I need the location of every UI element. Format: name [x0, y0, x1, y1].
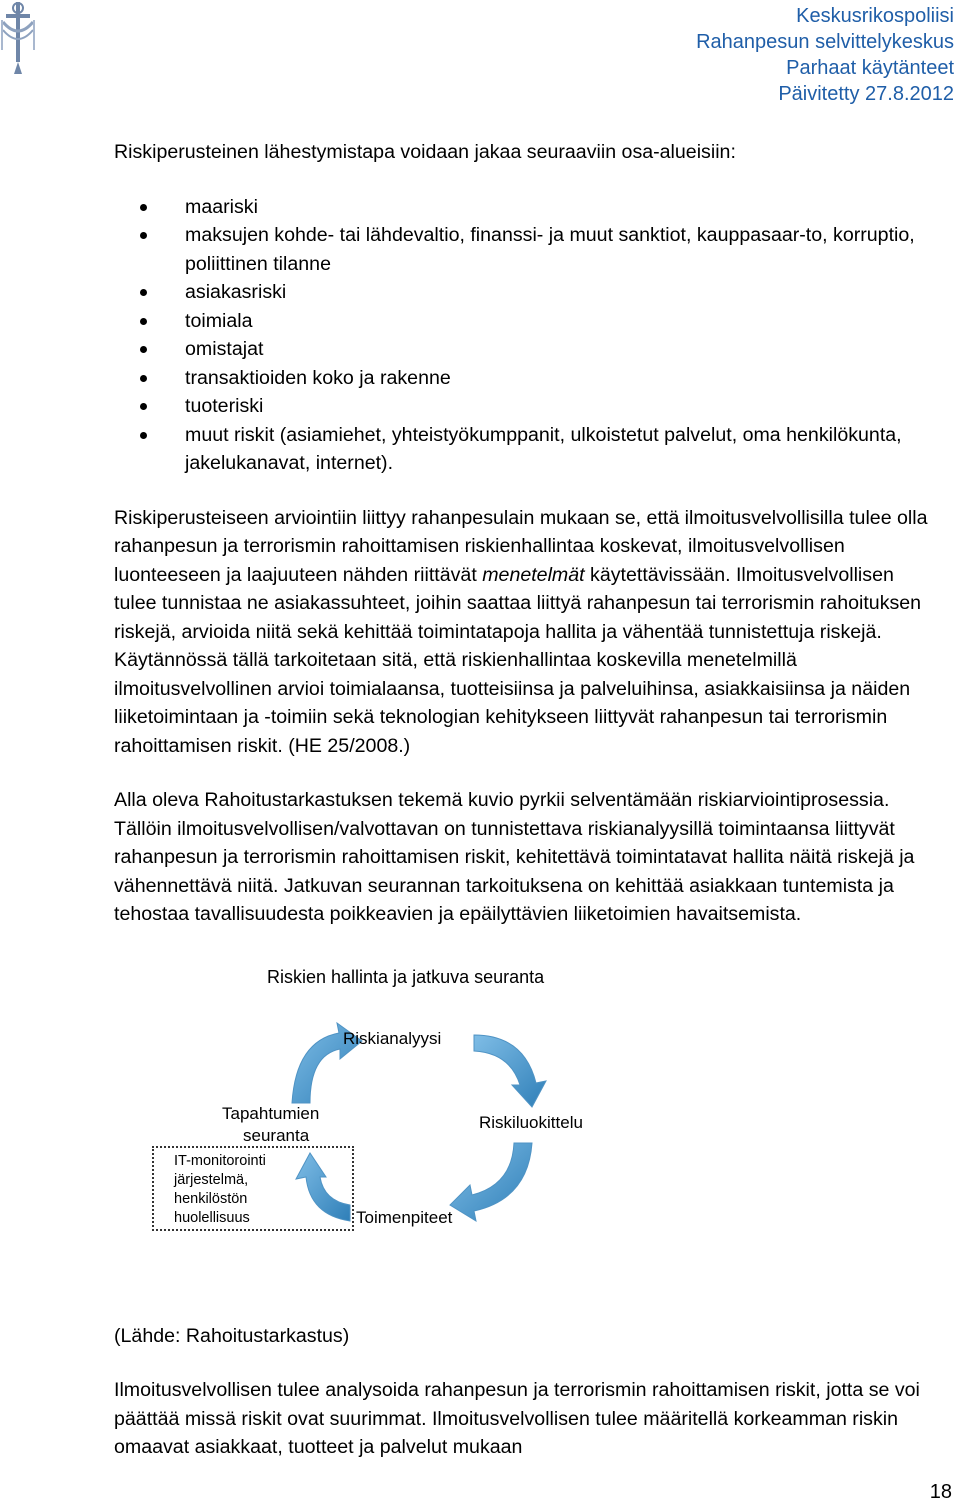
- it-monitoring-label: [174, 1152, 266, 1228]
- emphasis-text: menetelmät: [482, 563, 585, 586]
- header-unit: Rahanpesun selvittelykeskus: [696, 31, 954, 53]
- list-item: asiakasriski: [114, 278, 934, 307]
- step-measures: Toimenpiteet: [356, 1207, 453, 1227]
- list-item: tuoteriski: [114, 392, 934, 421]
- document-body: [114, 138, 934, 1462]
- cycle-arrows: [114, 963, 934, 1308]
- risk-process-diagram: [114, 963, 934, 1308]
- list-item: maariski: [114, 193, 934, 222]
- it-monitoring-box: [152, 1146, 354, 1231]
- list-item: omistajat: [114, 335, 934, 364]
- box-line: henkilöstön: [174, 1190, 248, 1207]
- figure-source: (Lähde: Rahoitustarkastus): [114, 1324, 350, 1347]
- list-item: transaktioiden koko ja rakenne: [114, 364, 934, 393]
- page-number: 18: [929, 1481, 952, 1503]
- list-item: muut riskit (asiamiehet, yhteistyökumppanit, ulkoistetut palvelut, oma henkilökunta, jakelukanavat, internet).: [114, 421, 934, 478]
- header-organization: Keskusrikospoliisi: [796, 5, 954, 27]
- intro-text: Riskiperusteinen lähestymistapa voidaan jakaa seuraaviin osa-alueisiin:: [114, 141, 736, 163]
- paragraph-text: käytettävissään. Ilmoitusvelvollisen tulee tunnistaa ne asiakassuhteet, joihin saattaa liittyä rahanpesun tai terrorismin rahoituksen riskejä, arvioida niitä sekä kehittää toimintatapoja hallita ja vähentää tunnistettuja riskejä. Käytännössä tällä tarkoitetaan sitä, että riskienhallintaa koskevilla menetelmillä ilmoitusvelvollinen arvioi toimialaansa, tuotteisiinsa ja palveluihinsa, asiakkaisiinsa ja näiden liiketoimintaan ja -toimiin sekä teknologian kehitykseen liittyvät rahanpesun tai terrorismin rahoittamisen riskit. (HE 25/2008.): [114, 563, 922, 757]
- list-item: maksujen kohde- tai lähdevaltio, finanssi- ja muut sanktiot, kauppasaar-to, korruptio, poliittinen tilanne: [114, 221, 934, 278]
- paragraph-text: Riskiperusteiseen arviointiin liittyy rahanpesulain mukaan se, että ilmoitusvelvollisilla tulee olla rahanpesun ja terrorismin rahoittamisen riskienhallintaa koskevat, ilmoitusvelvollisen luonteeseen ja laajuuteen nähden riittävät: [114, 506, 928, 586]
- arrow-analysis-to-classification: [474, 1035, 546, 1107]
- step-monitoring-line2: seuranta: [243, 1125, 310, 1145]
- arrow-classification-to-measures: [450, 1143, 532, 1221]
- box-line: huolellisuus: [174, 1209, 250, 1226]
- paragraph-risk-analysis: Ilmoitusvelvollisen tulee analysoida rahanpesun ja terrorismin rahoittamisen riskit, jotta se voi päättää missä riskit ovat suurimmat. Ilmoitusvelvollisen tulee määritellä korkeamman riskin omaavat asiakkaat, tuotteet ja palvelut mukaan: [114, 1379, 920, 1458]
- box-line: järjestelmä,: [174, 1171, 249, 1188]
- header-updated: Päivitetty 27.8.2012: [778, 83, 954, 105]
- paragraph-figure-intro: Alla oleva Rahoitustarkastuksen tekemä kuvio pyrkii selventämään riskiarviointiprosessia. Tällöin ilmoitusvelvollisen/valvottavan on tunnistettava riskianalyysillä toimintaansa liittyvät rahanpesun ja terrorismin rahoittamisen riskit, kehitettävä toimintatavat hallita näitä riskejä ja vähennettävä niitä. Jatkuvan seurannan tarkoituksena on kehittää asiakkaan tuntemista ja tehostaa tavallisuudesta poikkeavien ja epäilyttävien liiketoimien havaitsemista.: [114, 789, 915, 925]
- step-monitoring-line1: Tapahtumien: [222, 1103, 320, 1123]
- police-emblem-logo: [0, 0, 36, 78]
- paragraph-risk-based-assessment: [114, 504, 934, 761]
- step-risk-analysis: Riskianalyysi: [343, 1028, 442, 1048]
- risk-area-list: [114, 193, 934, 478]
- step-risk-classification: Riskiluokittelu: [479, 1112, 583, 1132]
- page-header: [696, 3, 954, 107]
- box-line: IT-monitorointi: [174, 1152, 266, 1169]
- list-item: toimiala: [114, 307, 934, 336]
- header-section: Parhaat käytänteet: [786, 57, 954, 79]
- diagram-title: Riskien hallinta ja jatkuva seuranta: [267, 966, 545, 987]
